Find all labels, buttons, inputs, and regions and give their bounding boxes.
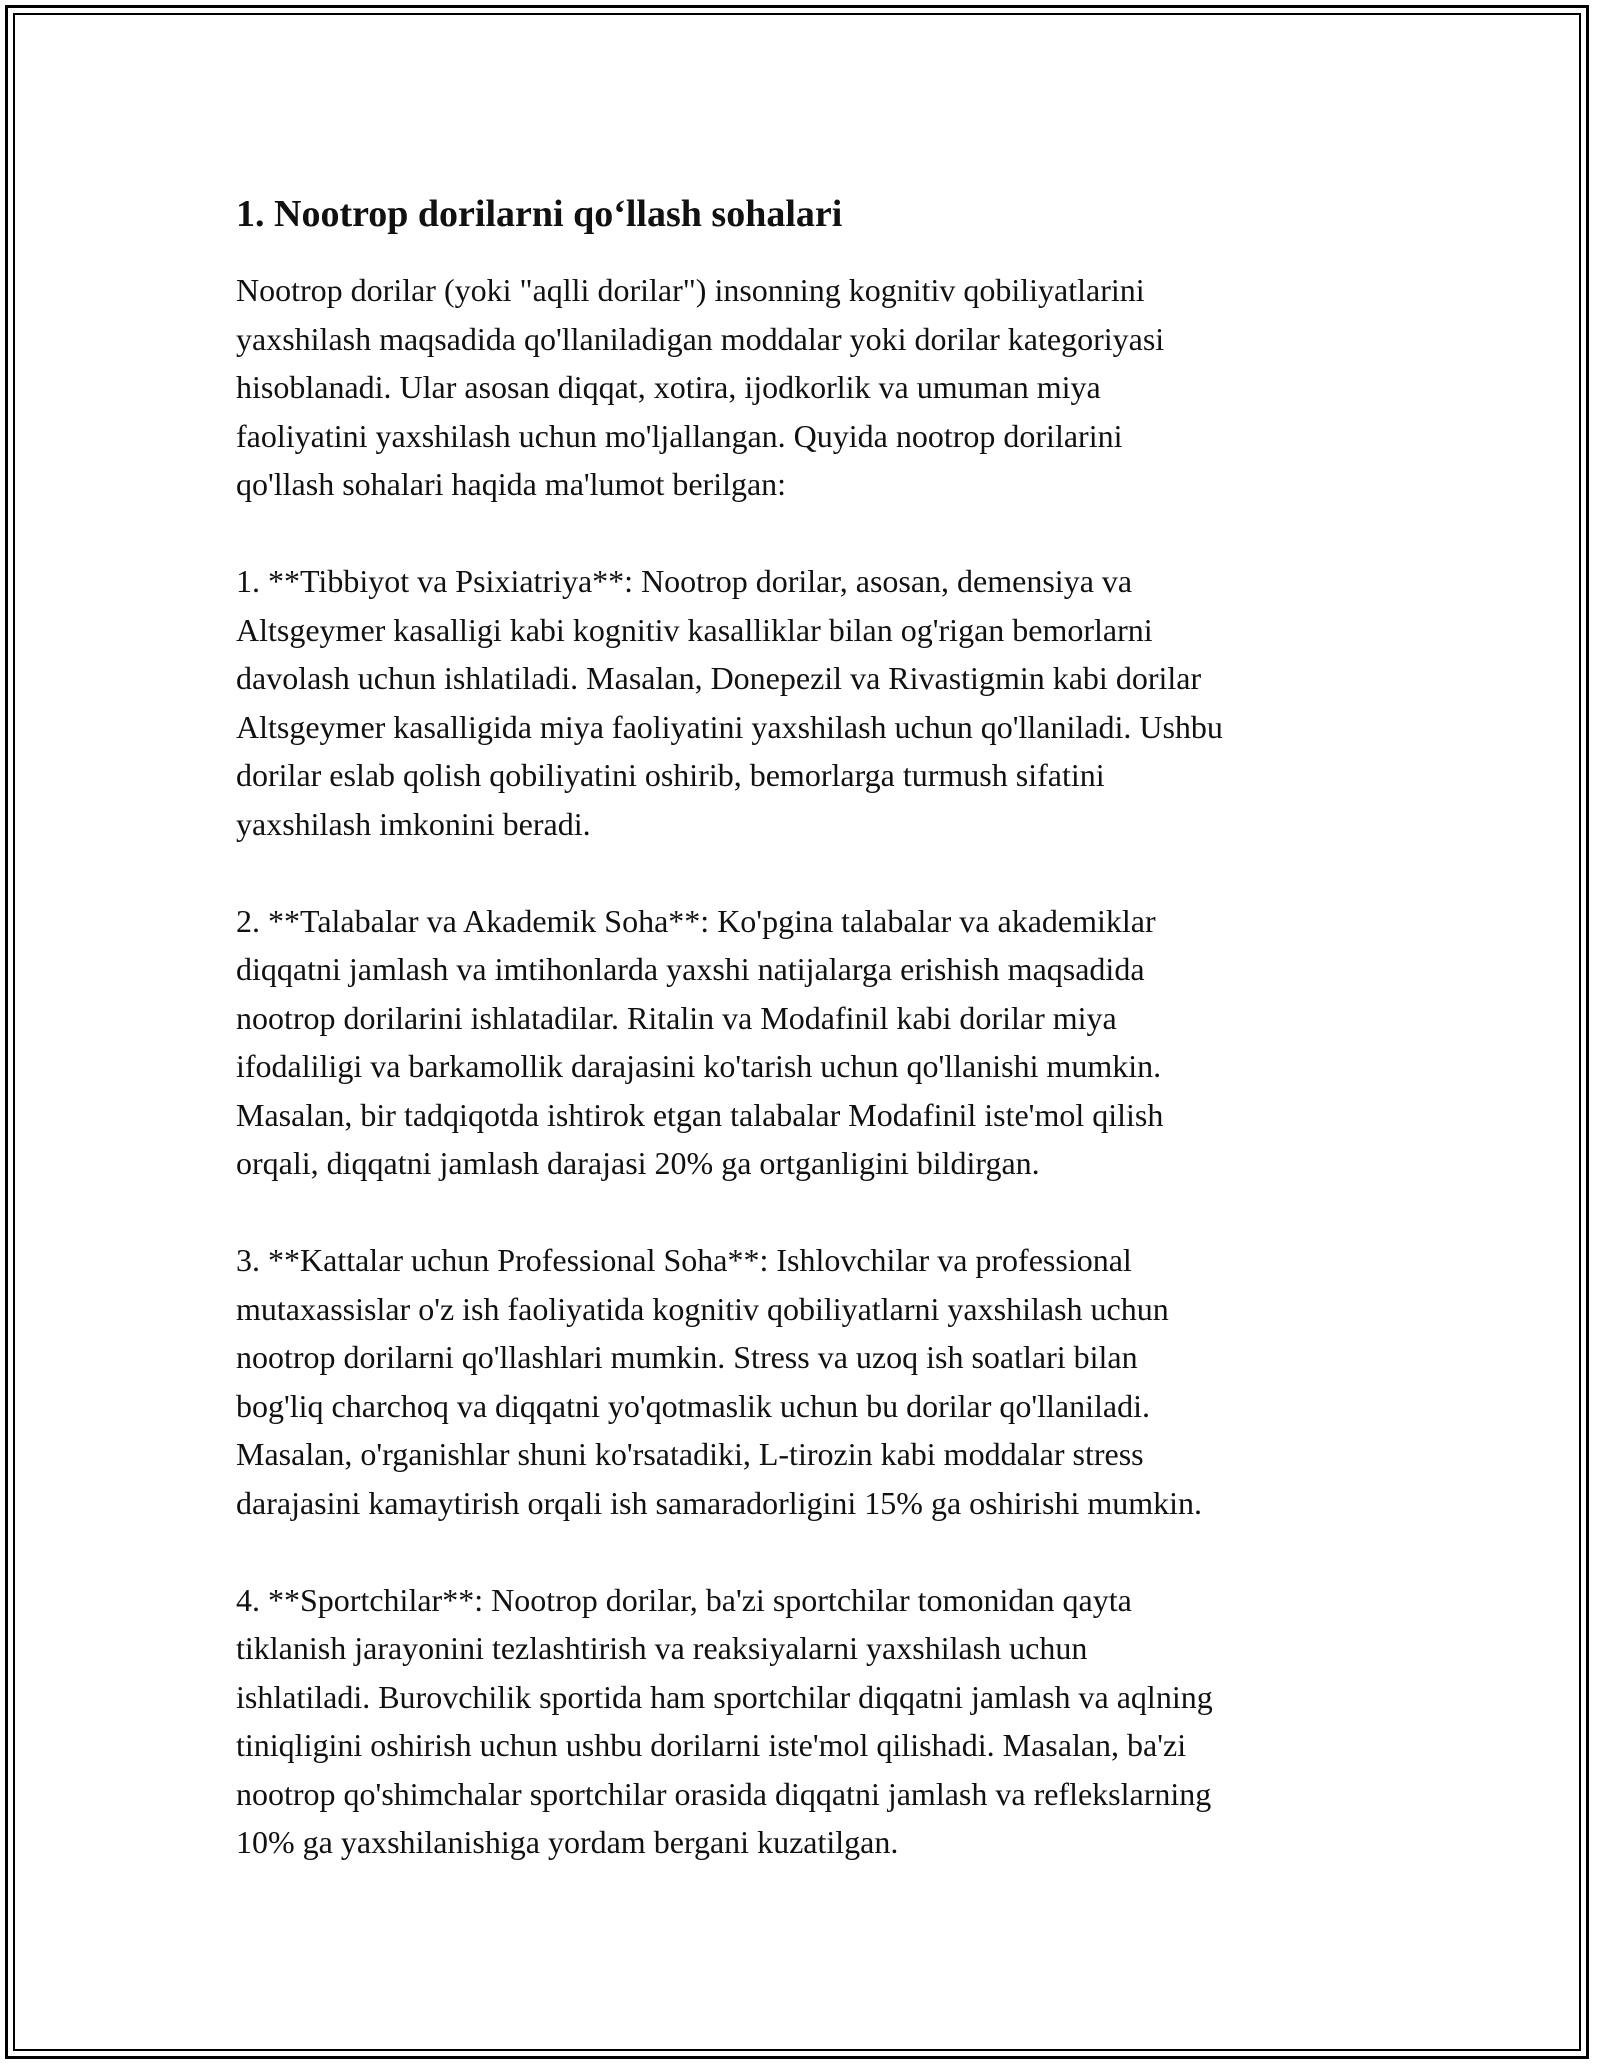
document-body: [236, 188, 1376, 1867]
text-line: faoliyatini yaxshilash uchun mo'ljallangan. Quyida nootrop dorilarini: [236, 417, 1123, 454]
text-line: Nootrop dorilar (yoki "aqlli dorilar") insonning kognitiv qobiliyatlarini: [236, 272, 1145, 308]
text-line: hisoblanadi. Ular asosan diqqat, xotira, ijodkorlik va umuman miya: [236, 369, 1101, 405]
paragraph-gap: [236, 1188, 1376, 1237]
text-line: darajasini kamaytirish orqali ish samaradorligini 15% ga oshirishi mumkin.: [236, 1484, 1203, 1521]
text-line: bog'liq charchoq va diqqatni yo'qotmaslik uchun bu dorilar qo'llaniladi.: [236, 1387, 1150, 1424]
text-line: Masalan, o'rganishlar shuni ko'rsatadiki, L-tirozin kabi moddalar stress: [236, 1436, 1144, 1472]
text-line: tiniqligini oshirish uchun ushbu dorilarni iste'mol qilishadi. Masalan, ba'zi: [236, 1727, 1187, 1763]
text-line: nootrop qo'shimchalar sportchilar orasida diqqatni jamlash va reflekslarning: [236, 1775, 1212, 1812]
text-line: ishlatiladi. Burovchilik sportida ham sportchilar diqqatni jamlash va aqlning: [236, 1678, 1213, 1715]
text-line: Altsgeymer kasalligi kabi kognitiv kasalliklar bilan og'rigan bemorlarni: [236, 611, 1153, 648]
text-line: dorilar eslab qolish qobiliyatini oshirib, bemorlarga turmush sifatini: [236, 757, 1105, 793]
text-line: Altsgeymer kasalligida miya faoliyatini yaxshilash uchun qo'llaniladi. Ushbu: [236, 708, 1223, 745]
text-line: nootrop dorilarini ishlatadilar. Ritalin va Modafinil kabi dorilar miya: [236, 999, 1117, 1036]
text-line: ifodaliligi va barkamollik darajasini ko'tarish uchun qo'llanishi mumkin.: [236, 1048, 1162, 1084]
section-medicine: [236, 557, 1376, 848]
text-line: yaxshilash imkonini beradi.: [236, 805, 591, 842]
text-line: Masalan, bir tadqiqotda ishtirok etgan talabalar Modafinil iste'mol qilish: [236, 1096, 1164, 1133]
text-line: 3. **Kattalar uchun Professional Soha**: Ishlovchilar va professional: [236, 1242, 1132, 1278]
paragraph-gap: [236, 1527, 1376, 1576]
intro-paragraph: [236, 266, 1376, 509]
document-title: 1. Nootrop dorilarni qo‘llash sohalari: [236, 193, 843, 235]
section-athletes: [236, 1576, 1376, 1867]
section-professional: [236, 1236, 1376, 1527]
text-line: 2. **Talabalar va Akademik Soha**: Ko'pgina talabalar va akademiklar: [236, 902, 1156, 939]
text-line: davolash uchun ishlatiladi. Masalan, Donepezil va Rivastigmin kabi dorilar: [236, 660, 1202, 696]
text-line: 1. **Tibbiyot va Psixiatriya**: Nootrop dorilar, asosan, demensiya va: [236, 563, 1133, 599]
text-line: 10% ga yaxshilanishiga yordam bergani kuzatilgan.: [236, 1824, 899, 1860]
text-line: orqali, diqqatni jamlash darajasi 20% ga ortganligini bildirgan.: [236, 1145, 1040, 1181]
text-line: tiklanish jarayonini tezlashtirish va reaksiyalarni yaxshilash uchun: [236, 1630, 1088, 1666]
text-line: mutaxassislar o'z ish faoliyatida kognitiv qobiliyatlarni yaxshilash uchun: [236, 1290, 1169, 1327]
text-line: qo'llash sohalari haqida ma'lumot berilgan:: [236, 466, 787, 502]
paragraph-gap: [236, 848, 1376, 897]
text-line: diqqatni jamlash va imtihonlarda yaxshi natijalarga erishish maqsadida: [236, 951, 1145, 987]
paragraph-gap: [236, 509, 1376, 558]
section-students: [236, 897, 1376, 1188]
text-line: yaxshilash maqsadida qo'llaniladigan moddalar yoki dorilar kategoriyasi: [236, 320, 1165, 357]
text-line: nootrop dorilarni qo'llashlari mumkin. Stress va uzoq ish soatlari bilan: [236, 1339, 1138, 1375]
text-line: 4. **Sportchilar**: Nootrop dorilar, ba'zi sportchilar tomonidan qayta: [236, 1581, 1132, 1618]
